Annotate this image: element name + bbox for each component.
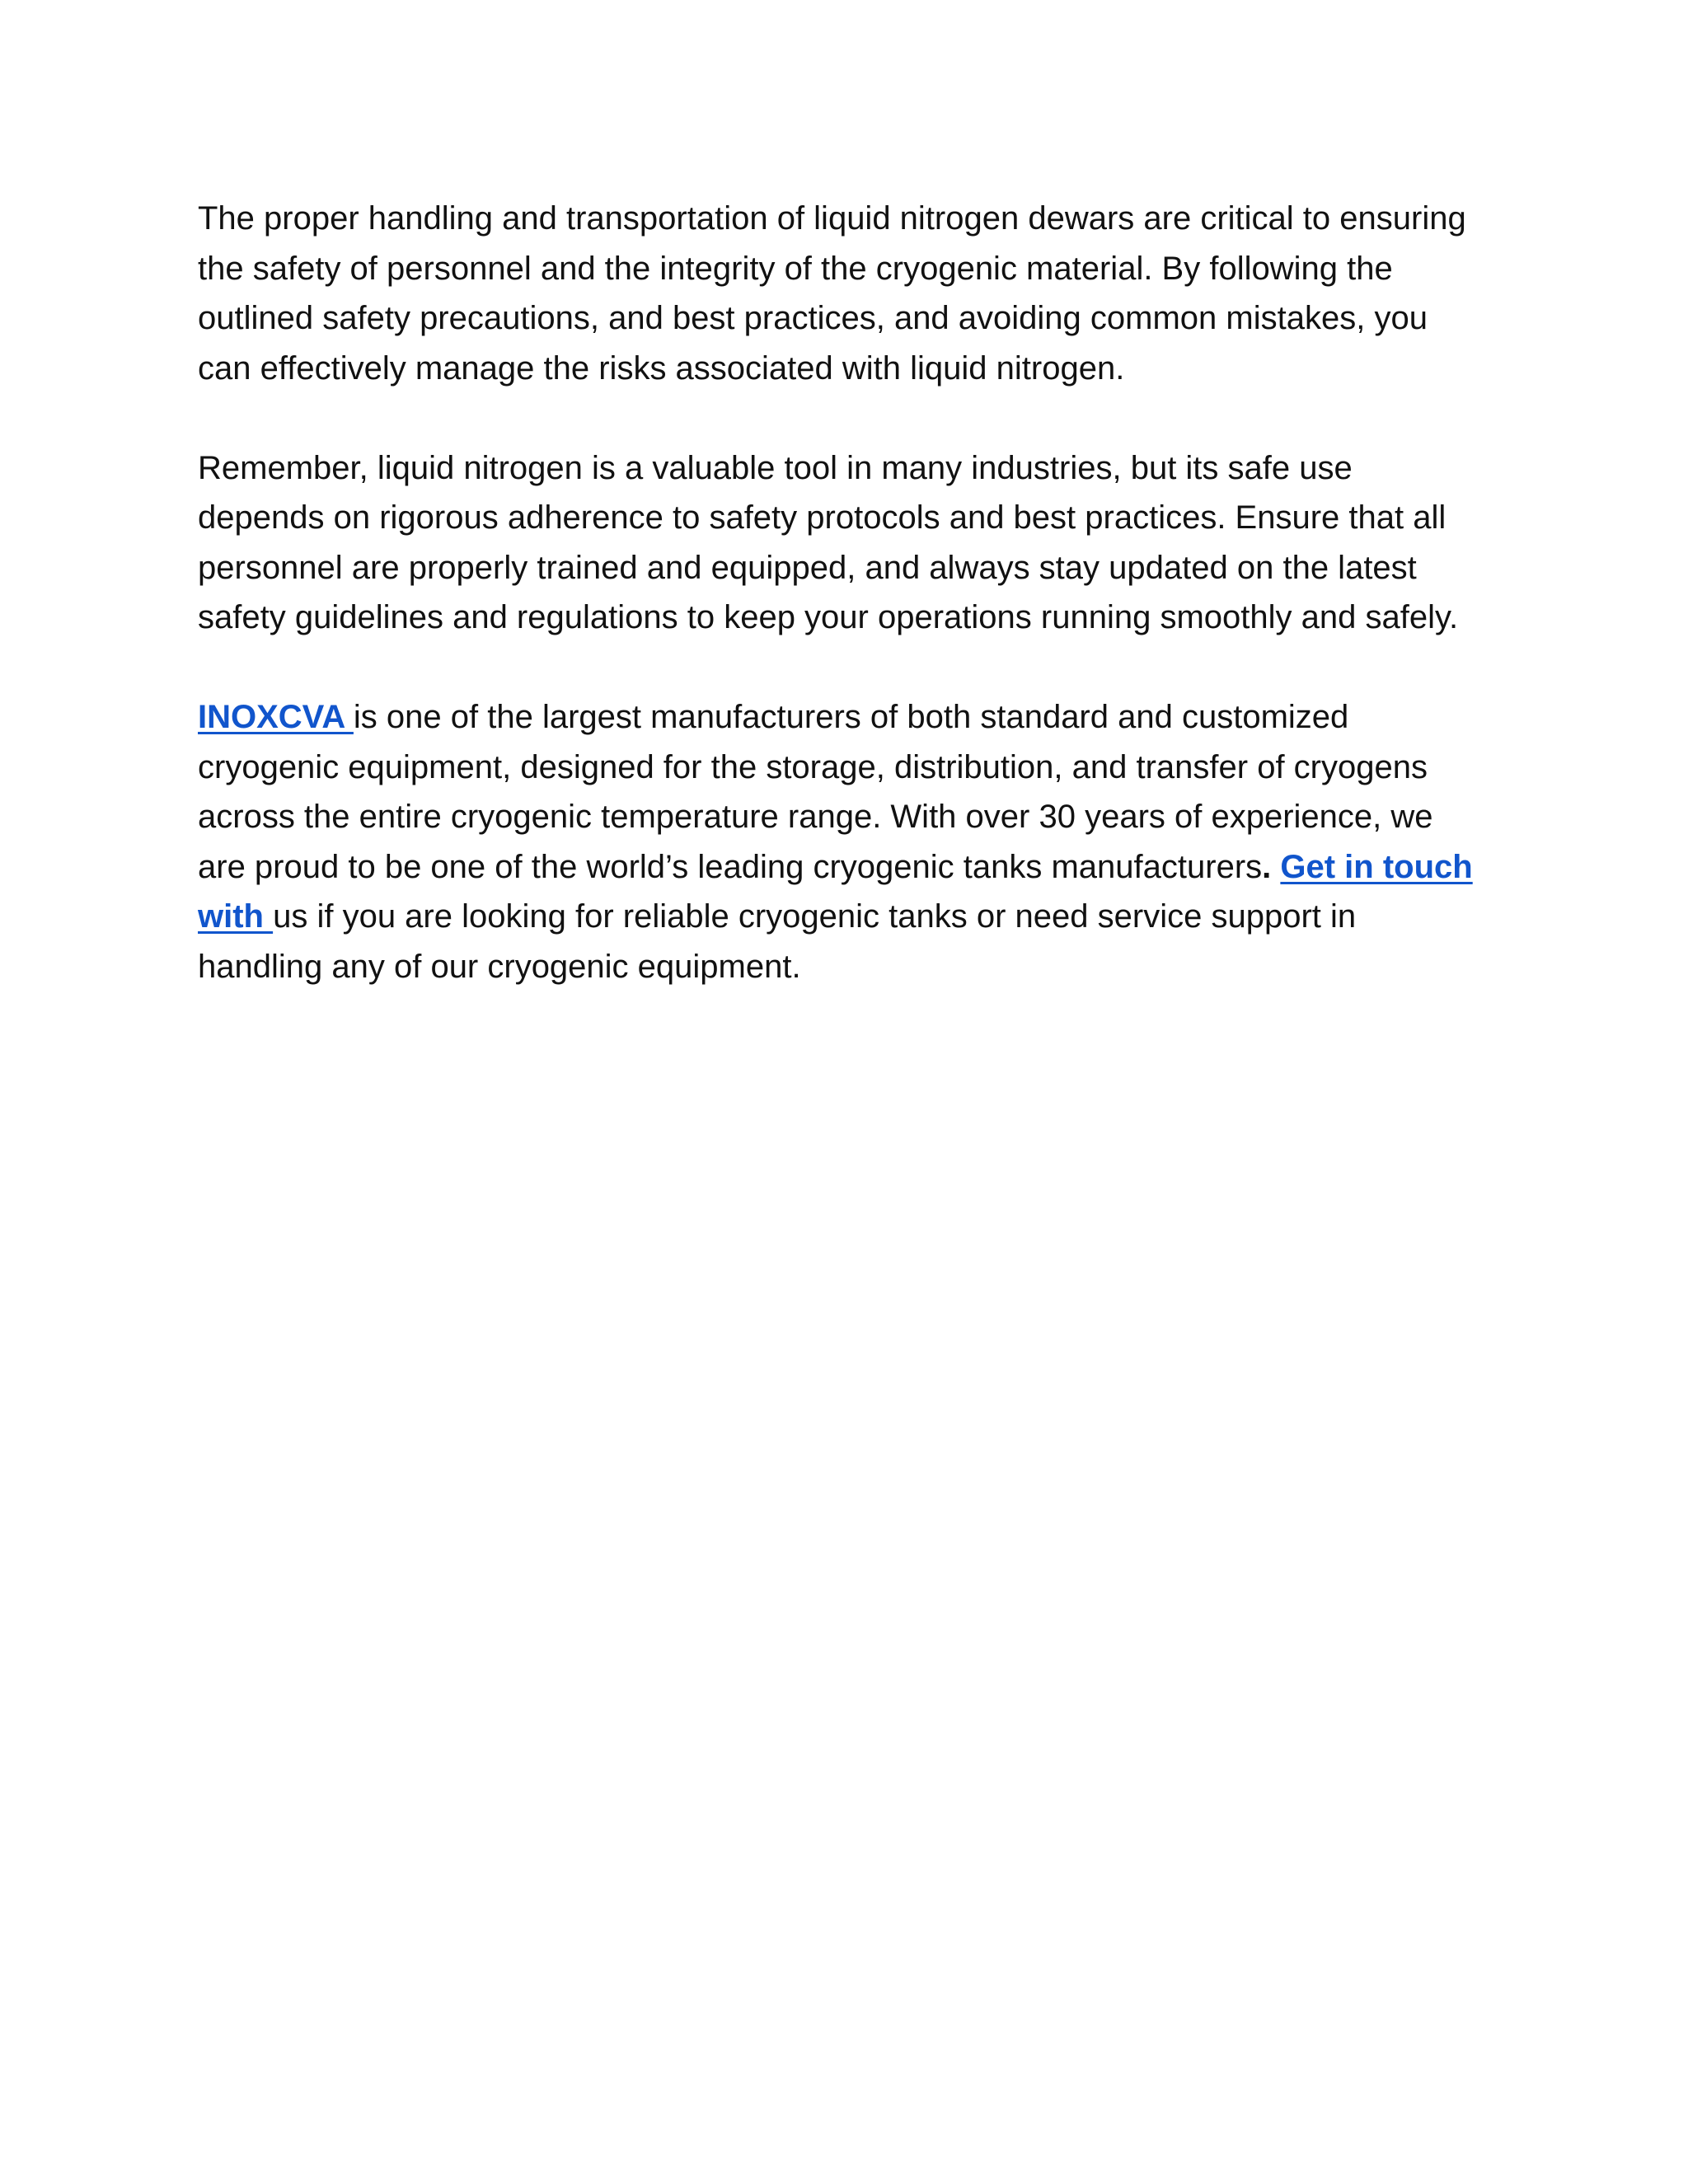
document-body <box>198 194 1484 991</box>
paragraph-conclusion <box>198 194 1484 393</box>
get-in-touch-link[interactable]: Get in touch with <box>198 848 1473 935</box>
paragraph-contact-text: us if you are looking for reliable cryogenic tanks or need service support in handling any of our cryogenic equipment. <box>198 898 1357 985</box>
paragraph-conclusion-text: The proper handling and transportation of liquid nitrogen dewars are critical to ensuring the safety of personnel and the integrity of the cryogenic material. By following the outlined safety precautions, and best practices, and avoiding common mistakes, you can effectively manage the risks associated with liquid nitrogen. <box>198 200 1466 387</box>
inoxcva-link[interactable]: INOXCVA <box>198 699 354 735</box>
bold-period: . <box>1262 848 1272 885</box>
spacer <box>1271 849 1280 885</box>
paragraph-about-text: is one of the largest manufacturers of both standard and customized cryogenic equipment, designed for the storage, distribution, and transfer of cryogens across the entire cryogenic temperature range. With over 30 years of experience, we are proud to be one of the world’s leading cryogenic tanks manufacturers <box>198 699 1433 885</box>
paragraph-reminder <box>198 443 1484 643</box>
paragraph-about <box>198 692 1484 991</box>
paragraph-reminder-text: Remember, liquid nitrogen is a valuable tool in many industries, but its safe use depends on rigorous adherence to safety protocols and best practices. Ensure that all personnel are properly trained and equipped, and always stay updated on the latest safety guidelines and regulations to keep your operations running smoothly and safely. <box>198 449 1459 635</box>
